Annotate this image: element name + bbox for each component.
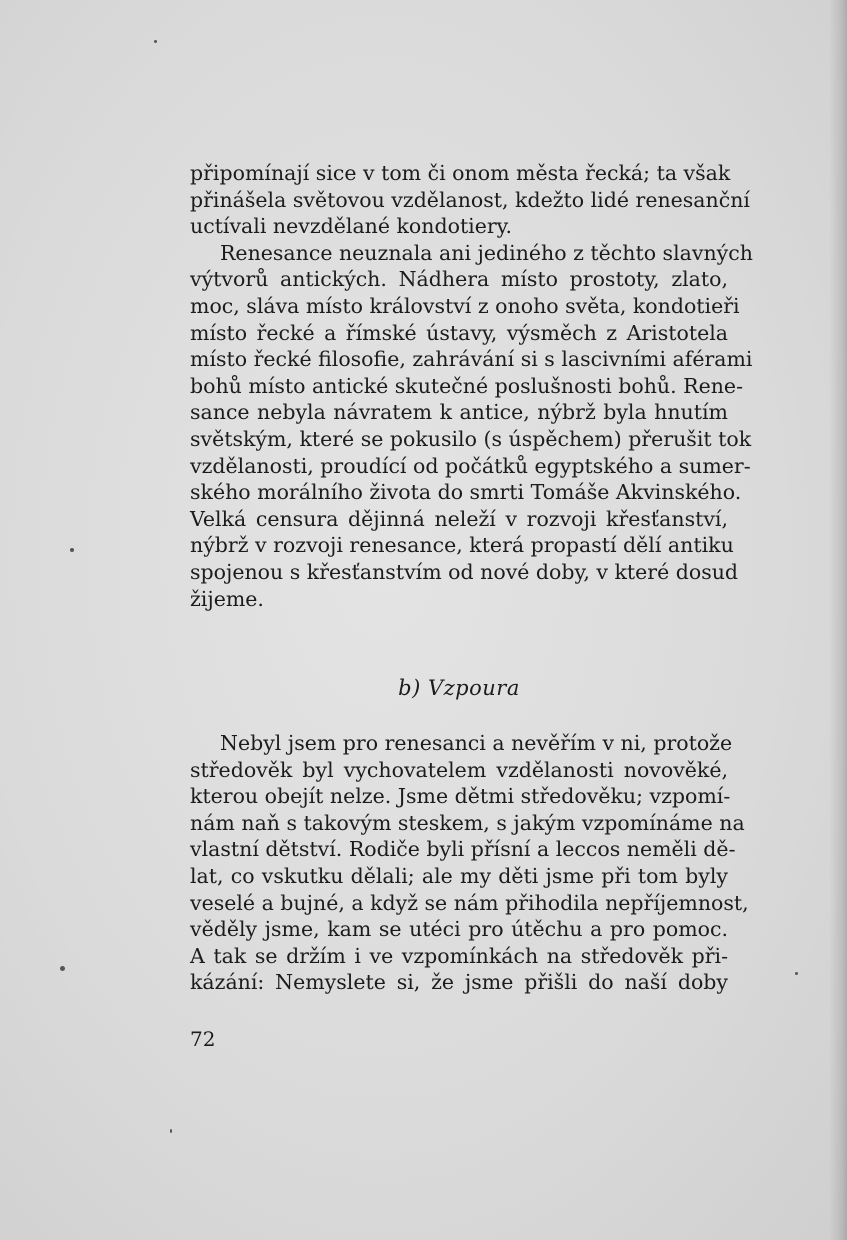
text-line: spojenou s křesťanstvím od nové doby, v které dosud [190, 559, 739, 584]
text-line: vzdělanosti, proudící od počátků egyptského a sumer- [190, 453, 751, 478]
text-line: veselé a bujné, a když se nám přihodila nepříjemnost, [190, 890, 749, 915]
text-line: žijeme. [190, 586, 264, 611]
paper-speck [795, 972, 798, 975]
paper-speck [154, 40, 157, 43]
text-line: výtvorů antických. Nádhera místo prostoty, zlato, [190, 267, 728, 292]
text-line: místo řecké filosofie, zahrávání si s lascivními aférami [190, 347, 753, 372]
text-line: připomínají sice v tom či onom města řecká; ta však [190, 161, 731, 185]
text-line: Renesance neuznala ani jediného z těchto slavných [220, 240, 753, 265]
text-line: kázání: Nemyslete si, že jsme přišli do naší doby [190, 970, 728, 995]
text-line: moc, sláva místo království z onoho světa, kondotieři [190, 293, 740, 318]
paper-speck [70, 548, 74, 552]
text-line: ského morálního života do smrti Tomáše Akvinského. [190, 480, 742, 505]
page-number: 72 [190, 1027, 216, 1051]
paper-speck [60, 966, 65, 971]
body-text-upper [190, 160, 753, 612]
section-heading: b) Vzpoura [398, 676, 520, 700]
text-line: přinášela světovou vzdělanost, kdežto lidé renesanční [190, 187, 750, 212]
text-line: sance nebyla návratem k antice, nýbrž byla hnutím [190, 400, 728, 425]
page-edge-shadow [829, 0, 847, 1240]
text-line: světským, které se pokusilo (s úspěchem) přerušit tok [190, 426, 752, 451]
text-line: nýbrž v rozvoji renesance, která propastí dělí antiku [190, 533, 734, 558]
text-line: Nebyl jsem pro renesanci a nevěřím v ni, protože [220, 731, 733, 755]
text-line: Velká censura dějinná neleží v rozvoji křesťanství, [190, 506, 728, 531]
text-line: bohů místo antické skutečné poslušnosti bohů. Rene- [190, 373, 743, 398]
text-line: kterou obejít nelze. Jsme dětmi středověku; vzpomí- [190, 784, 731, 809]
text-line: A tak se držím i ve vzpomínkách na středověk při- [190, 943, 728, 968]
text-line: lat, co vskutku dělali; ale my děti jsme při tom byly [190, 863, 728, 888]
text-line: uctívali nevzdělané kondotiery. [190, 214, 513, 239]
paper-speck [170, 1129, 172, 1133]
text-line: místo řecké a římské ústavy, výsměch z Aristotela [190, 320, 728, 345]
text-line: vlastní dětství. Rodiče byli přísní a leccos neměli dě- [190, 837, 736, 862]
text-line: středověk byl vychovatelem vzdělanosti novověké, [190, 757, 728, 782]
body-text-lower [190, 730, 749, 996]
text-line: nám naň s takovým steskem, s jakým vzpomínáme na [190, 810, 745, 835]
text-line: věděly jsme, kam se utéci pro útěchu a pro pomoc. [190, 917, 728, 942]
